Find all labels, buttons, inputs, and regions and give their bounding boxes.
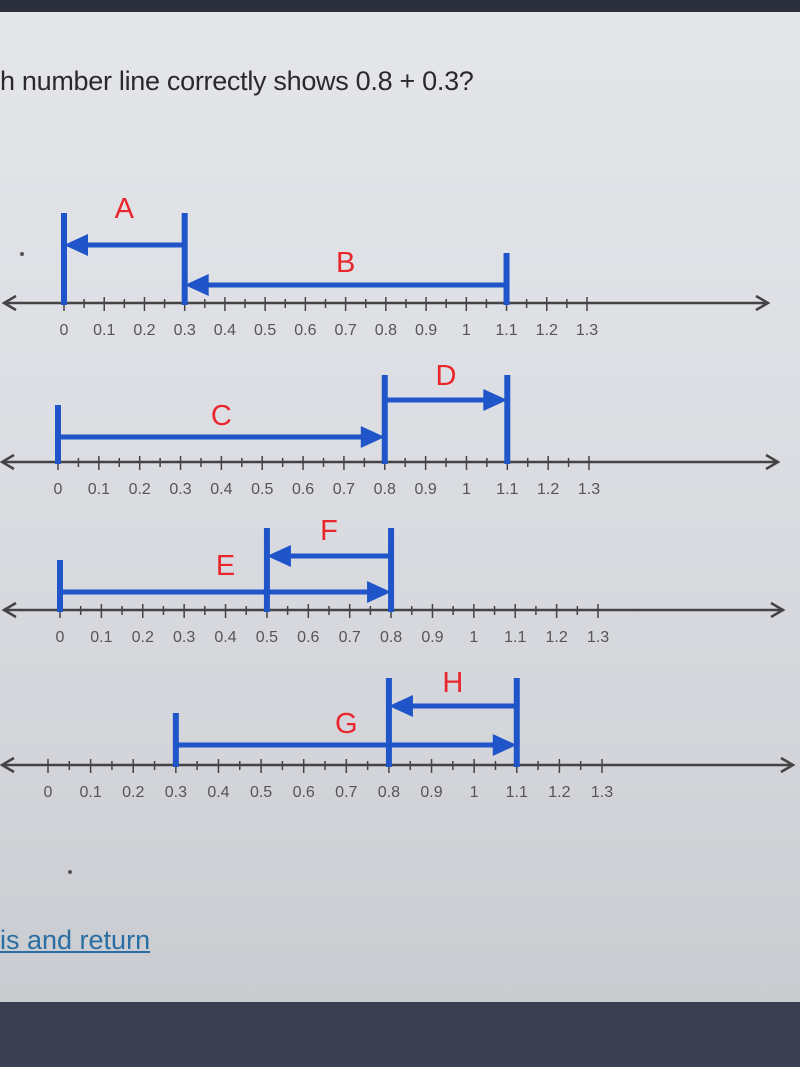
tick-label: 0.7 xyxy=(332,481,356,498)
tick-label: 0.9 xyxy=(420,784,443,801)
tick-label: 0.4 xyxy=(214,629,237,646)
segment-h-arrowhead xyxy=(389,695,413,717)
segment-label-h: H xyxy=(442,667,464,699)
tick-label: 1.2 xyxy=(548,784,571,801)
tick-label: 0.5 xyxy=(249,784,273,801)
segment-e-arrowhead xyxy=(367,581,391,603)
tick-label: 0.3 xyxy=(169,481,192,498)
segment-c-arrowhead xyxy=(361,426,385,448)
tick-label: 0.5 xyxy=(251,481,274,498)
tick-label: 0.1 xyxy=(79,784,102,801)
tick-label: 0.4 xyxy=(207,784,230,801)
tick-label: 1.2 xyxy=(535,322,558,339)
tick-label: 0.2 xyxy=(131,629,154,646)
tick-label: 1 xyxy=(462,481,471,498)
segment-label-d: D xyxy=(435,360,457,392)
tick-label: 0.7 xyxy=(338,629,361,646)
tick-label: 0.3 xyxy=(173,629,196,646)
tick-label: 0 xyxy=(55,629,65,646)
tick-label: 1.1 xyxy=(495,322,518,339)
tick-label: 0 xyxy=(53,481,63,498)
tick-label: 0.6 xyxy=(297,629,320,646)
tick-label: 0.9 xyxy=(414,322,438,339)
tick-label: 1.1 xyxy=(496,481,519,498)
tick-label: 0.9 xyxy=(414,481,437,498)
tick-label: 1.3 xyxy=(575,322,599,339)
tick-label: 0.1 xyxy=(90,629,113,646)
segment-label-f: F xyxy=(320,515,338,547)
save-and-return-link[interactable]: is and return xyxy=(0,925,151,955)
tick-label: 0.8 xyxy=(379,629,403,646)
tick-label: 0.6 xyxy=(292,784,315,801)
tick-label: 0.1 xyxy=(87,481,110,498)
tick-label: 1.3 xyxy=(577,481,601,498)
tick-label: 0.3 xyxy=(164,784,187,801)
tick-label: 1 xyxy=(469,784,479,801)
segment-label-g: G xyxy=(335,708,358,740)
tick-label: 0.9 xyxy=(421,629,444,646)
tick-label: 1.1 xyxy=(505,784,528,801)
segment-label-c: C xyxy=(210,400,232,432)
tick-label: 1 xyxy=(461,322,471,339)
tick-label: 0.3 xyxy=(173,322,196,339)
tick-label: 1.1 xyxy=(504,629,527,646)
tick-label: 1.2 xyxy=(545,629,568,646)
tick-label: 0.1 xyxy=(93,322,116,339)
tick-label: 0.8 xyxy=(374,322,397,339)
segment-b-arrowhead xyxy=(185,274,209,296)
tick-label: 0.8 xyxy=(373,481,396,498)
tick-label: 0.4 xyxy=(213,322,237,339)
tick-label: 0 xyxy=(43,784,53,801)
tick-label: 0.7 xyxy=(335,784,358,801)
tick-label: 1.2 xyxy=(537,481,560,498)
tick-label: 1 xyxy=(469,629,479,646)
segment-g-arrowhead xyxy=(493,734,517,756)
tick-label: 0 xyxy=(59,322,69,339)
segment-label-e: E xyxy=(215,550,236,582)
tick-label: 0.7 xyxy=(334,322,357,339)
tick-label: 0.4 xyxy=(210,481,233,498)
segment-a-arrowhead xyxy=(64,234,88,256)
tick-label: 0.2 xyxy=(133,322,156,339)
tick-label: 0.8 xyxy=(377,784,401,801)
question-text: h number line correctly shows 0.8 + 0.3? xyxy=(0,66,474,96)
segment-label-b: B xyxy=(335,247,356,279)
tick-label: 0.2 xyxy=(122,784,145,801)
tick-label: 0.2 xyxy=(128,481,151,498)
segment-f-arrowhead xyxy=(267,545,291,567)
tick-label: 0.6 xyxy=(291,481,315,498)
tick-label: 1.3 xyxy=(590,784,614,801)
segment-d-arrowhead xyxy=(483,389,507,411)
tick-label: 0.5 xyxy=(255,629,279,646)
tick-label: 0.5 xyxy=(254,322,277,339)
tick-label: 1.3 xyxy=(586,629,610,646)
segment-label-a: A xyxy=(114,193,135,225)
tick-label: 0.6 xyxy=(294,322,317,339)
